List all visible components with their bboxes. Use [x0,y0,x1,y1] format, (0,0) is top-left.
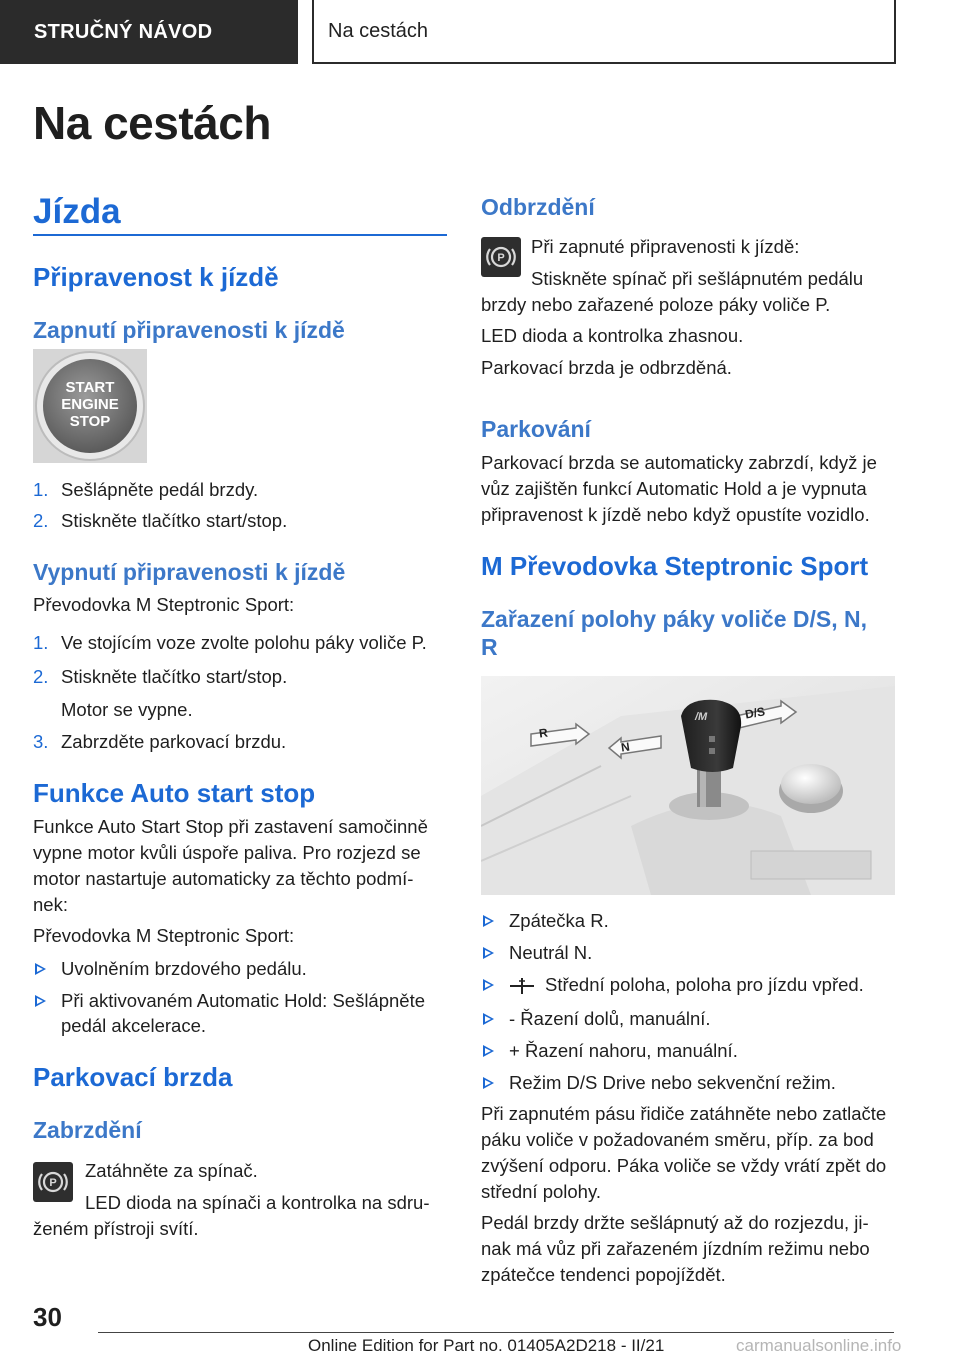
autostart-text-4: nek: [33,894,68,915]
after-text-5: Pedál brzdy držte sešlápnutý až do rozjezdu, ji‐ [481,1212,869,1233]
heading-select-line2: R [481,634,498,660]
parking-brake-icon [33,1162,73,1202]
svg-text:P: P [49,1177,57,1189]
start-stop-button-image [33,349,147,463]
heading-release: Odbrzdění [481,194,595,220]
parking-text-1: Parkovací brzda se automaticky zabrzdí, když je [481,452,877,473]
release-text-3: brzdy nebo zařazené poloze páky voliče P. [481,294,831,315]
release-text-4: LED dioda a kontrolka zhasnou. [481,325,744,346]
svg-text:P: P [497,252,505,264]
heading-apply: Zabrzdění [33,1117,142,1143]
footer-edition: Online Edition for Part no. 01405A2D218 - II/21 [308,1336,665,1355]
after-text-1: Při zapnutém pásu řidiče zatáhněte nebo zatlačte [481,1103,887,1124]
parking-brake-icon [481,237,521,277]
selector-label-r: R [538,725,549,741]
bullet-triangle-icon [483,1045,494,1057]
section-tab[interactable]: STRUČNÝ NÁVOD [0,0,298,64]
after-text-7: zpátečce tendenci popojíždět. [481,1264,726,1285]
apply-text-2: LED dioda na spínači a kontrolka na sdru‐ [85,1192,430,1213]
after-text-3: zvýšení odporu. Páka voliče se vždy vrátí zpět do [481,1155,887,1176]
parking-text-3: připravenost k jízdě nebo když opustíte vozidlo. [481,504,870,525]
heading-select-line1: Zařazení polohy páky voliče D/S, N, [481,606,868,632]
center-position-icon [509,976,535,994]
after-text-6: nak má vůz při zařazeném jízdním režimu nebo [481,1238,870,1259]
release-text-1: Při zapnuté připravenosti k jízdě: [531,236,800,257]
page-number: 30 [33,1302,62,1332]
gear-selector-image [481,676,895,895]
watermark: carmanualsonline.info [736,1336,902,1355]
autostart-text-2: vypne motor kvůli úspoře paliva. Pro rozjezd se [33,842,421,863]
apply-text-1: Zatáhněte za spínač. [85,1160,258,1181]
autostart-text-3: motor nastartuje automaticky za těchto podmí‐ [33,868,414,889]
page-header [0,0,960,66]
heading-rule [33,234,447,236]
off-intro: Převodovka M Steptronic Sport: [33,594,295,615]
heading-autostart: Funkce Auto start stop [33,778,316,808]
bullet-triangle-icon [483,1013,494,1025]
heading-ready-on: Zapnutí připravenosti k jízdě [33,317,345,343]
heading-steptronic: M Převodovka Steptronic Sport [481,551,869,581]
footer-rule [98,1332,894,1333]
apply-text-3: ženém přístroji svítí. [33,1218,199,1239]
autostart-intro: Převodovka M Steptronic Sport: [33,925,295,946]
page-title: Na cestách [33,97,271,149]
bullet-triangle-icon [483,947,494,959]
selector-label-ds: D/S [743,704,767,722]
parking-text-2: vůz zajištěn funkcí Automatic Hold a je vypnuta [481,478,867,499]
bullet-triangle-icon [483,979,494,991]
chapter-tab[interactable]: Na cestách [312,0,896,64]
svg-text:/M: /M [695,711,708,723]
bullet-triangle-icon [35,963,46,975]
heading-jizda: Jízda [33,192,121,231]
gear-selector-illustration [481,676,895,895]
heading-ready: Připravenost k jízdě [33,262,279,292]
heading-parking: Parkování [481,416,591,442]
release-text-5: Parkovací brzda je odbrzděná. [481,357,732,378]
after-text-4: střední polohy. [481,1181,601,1202]
selector-label-n: N [620,739,631,755]
start-stop-label: START ENGINE STOP [61,379,119,430]
autostart-text-1: Funkce Auto Start Stop při zastavení samočinně [33,816,428,837]
heading-ready-off: Vypnutí připravenosti k jízdě [33,559,346,585]
heading-parkbrake: Parkovací brzda [33,1062,233,1092]
bullet-triangle-icon [483,915,494,927]
after-text-2: páku voliče v požadovaném směru, příp. za bod [481,1129,874,1150]
bullet-triangle-icon [483,1077,494,1089]
release-text-2: Stiskněte spínač při sešlápnutém pedálu [531,268,864,289]
bullet-triangle-icon [35,995,46,1007]
